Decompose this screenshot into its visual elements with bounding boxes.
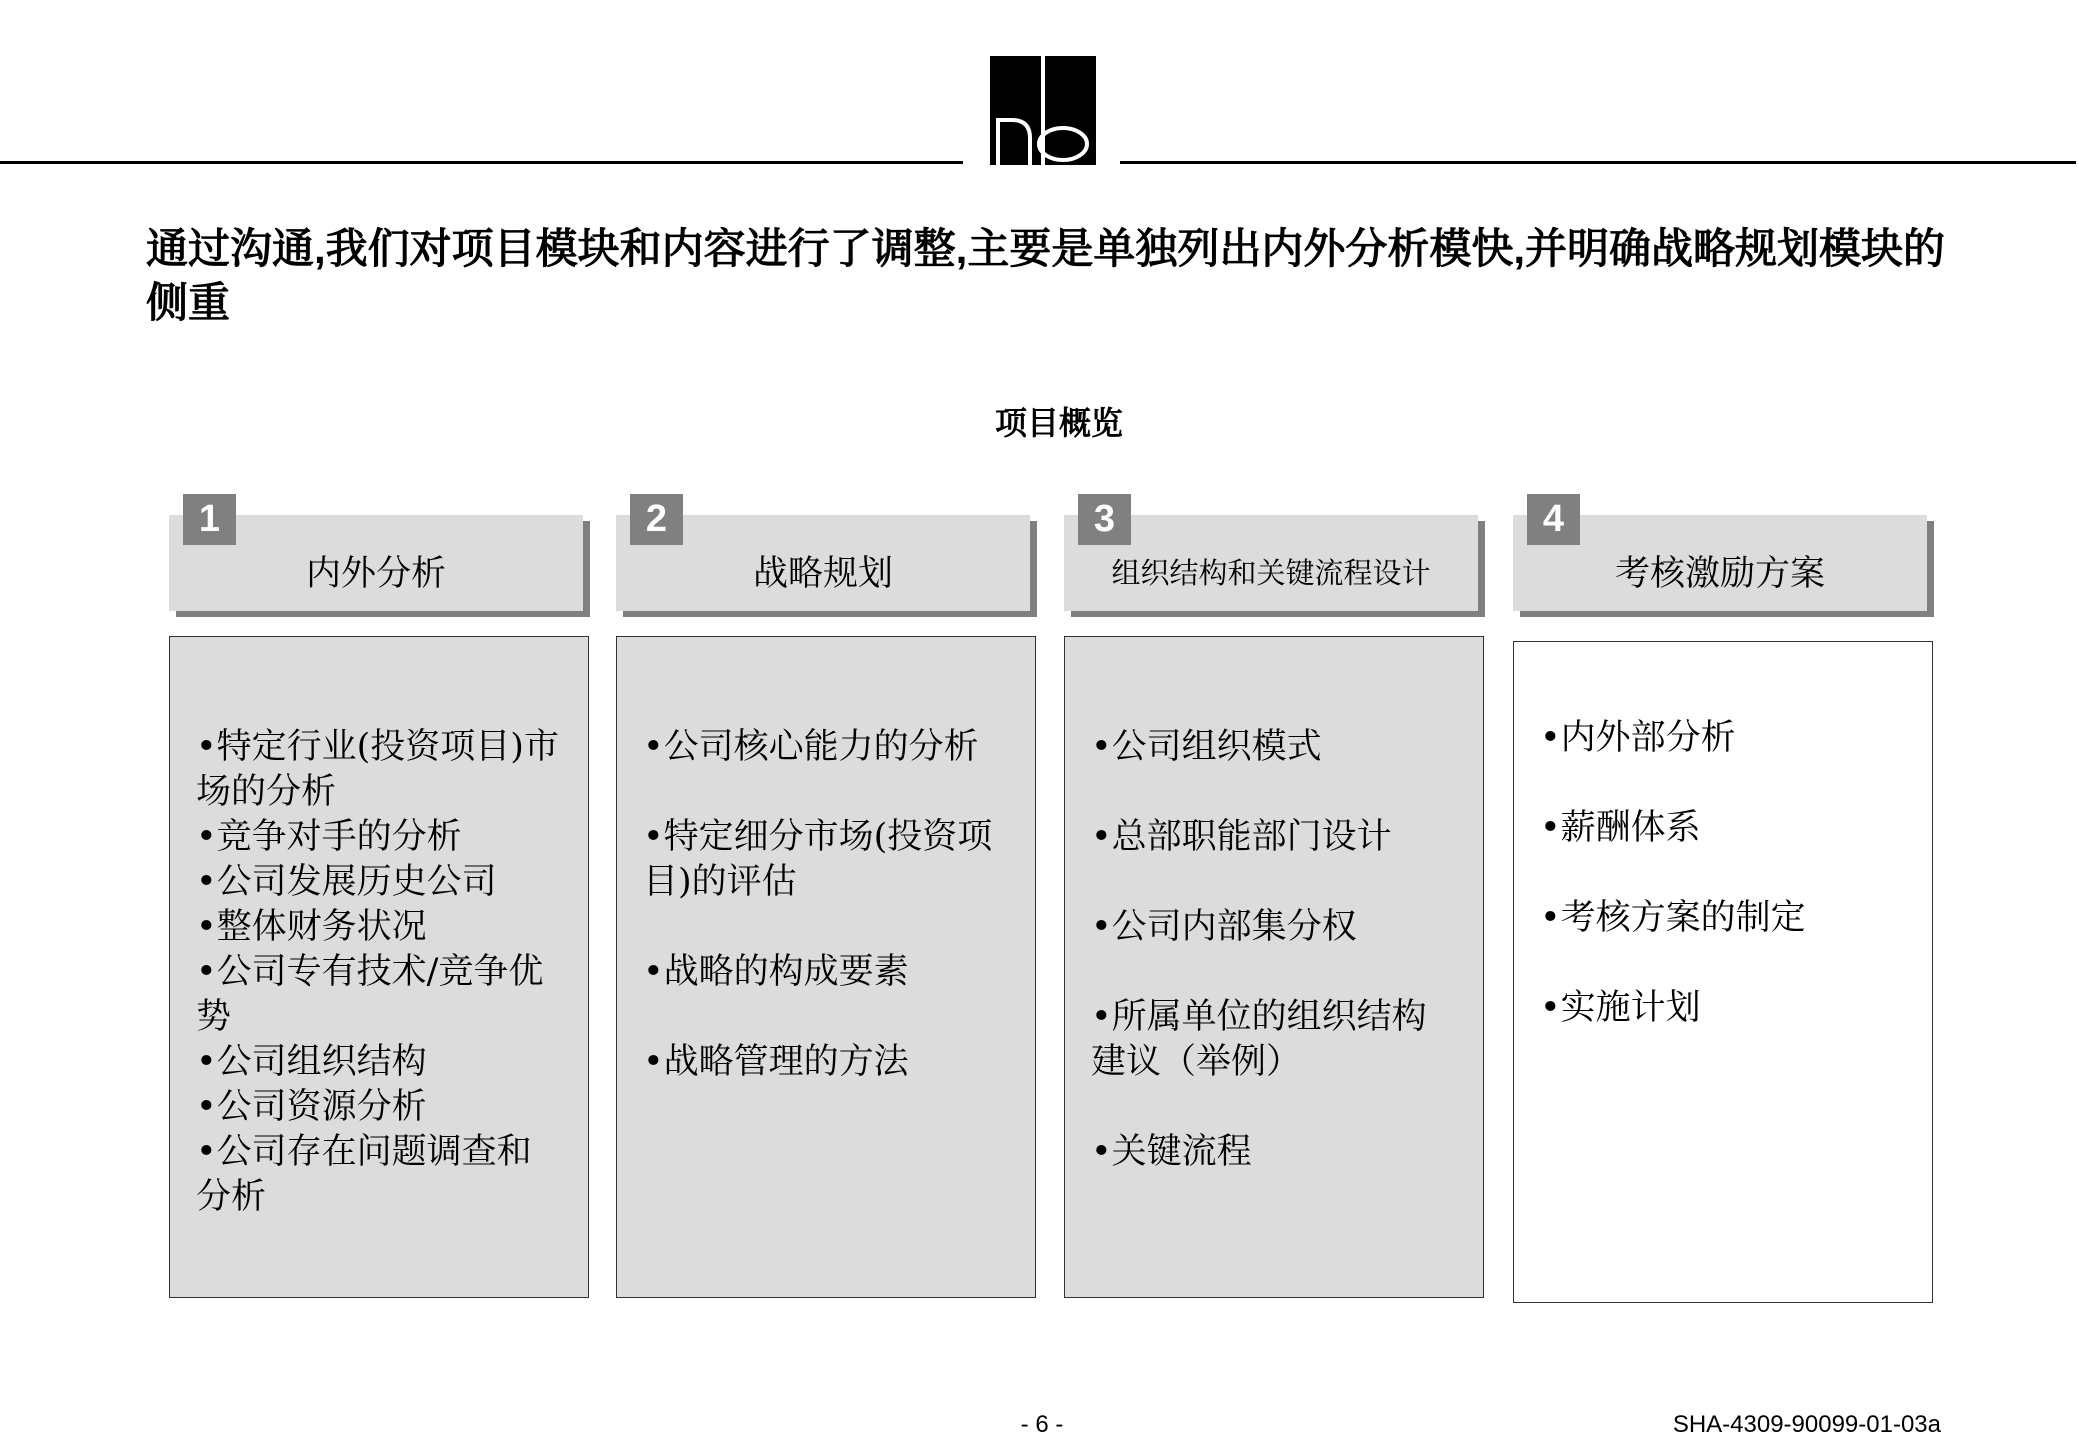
module-item: •特定细分市场(投资项目)的评估 [643, 817, 993, 902]
module-number-badge: 2 [630, 494, 683, 545]
module-item: •公司核心能力的分析 [643, 727, 979, 767]
module-header-label: 内外分析 [305, 554, 446, 594]
module-content-box-3 [1064, 636, 1484, 1298]
header-rule-left [0, 161, 963, 164]
module-item: •战略管理的方法 [643, 1042, 909, 1082]
module-item: •总部职能部门设计 [1091, 817, 1392, 857]
module-header-label: 考核激励方案 [1614, 554, 1825, 594]
module-item: •公司资源分析 [196, 1087, 427, 1127]
module-item: •内外部分析 [1540, 718, 1736, 758]
module-header-4 [1513, 498, 1927, 611]
module-content-box-2 [616, 636, 1036, 1298]
module-item: •公司存在问题调查和分析 [196, 1132, 532, 1217]
module-content-box-4 [1513, 641, 1933, 1303]
module-item: •公司组织结构 [196, 1042, 427, 1082]
module-content-box-1 [169, 636, 589, 1298]
module-item: •所属单位的组织结构建议（举例） [1091, 997, 1427, 1082]
module-header-1 [169, 498, 583, 611]
module-number-badge: 4 [1527, 494, 1580, 545]
module-item: •考核方案的制定 [1540, 898, 1806, 938]
module-item: •公司组织模式 [1091, 727, 1322, 767]
page-title: 通过沟通,我们对项目模块和内容进行了调整,主要是单独列出内外分析模快,并明确战略规划模块的侧重 [146, 225, 1946, 326]
module-item: •竞争对手的分析 [196, 817, 462, 857]
module-header-2 [616, 498, 1030, 611]
module-item: •整体财务状况 [196, 907, 427, 947]
module-number-badge: 3 [1078, 494, 1131, 545]
module-header-label: 组织结构和关键流程设计 [1111, 555, 1431, 590]
module-item: •公司发展历史公司 [196, 862, 497, 902]
module-item: •薪酬体系 [1540, 808, 1701, 848]
module-header-3 [1064, 498, 1478, 611]
module-header-label: 战略规划 [752, 554, 893, 594]
module-item: •公司内部集分权 [1091, 907, 1357, 947]
module-number-badge: 1 [183, 494, 236, 545]
module-item: •关键流程 [1091, 1132, 1252, 1172]
module-item: •战略的构成要素 [643, 952, 909, 992]
section-subtitle: 项目概览 [994, 405, 1123, 441]
module-item: •实施计划 [1540, 988, 1701, 1028]
company-logo [990, 56, 1096, 165]
module-item: •公司专有技术/竞争优势 [196, 952, 544, 1037]
document-code: SHA-4309-90099-01-03a [1672, 1411, 1941, 1438]
header-rule-right [1120, 161, 2076, 164]
page-number: - 6 - [1020, 1411, 1064, 1438]
module-item: •特定行业(投资项目)市场的分析 [196, 727, 559, 812]
